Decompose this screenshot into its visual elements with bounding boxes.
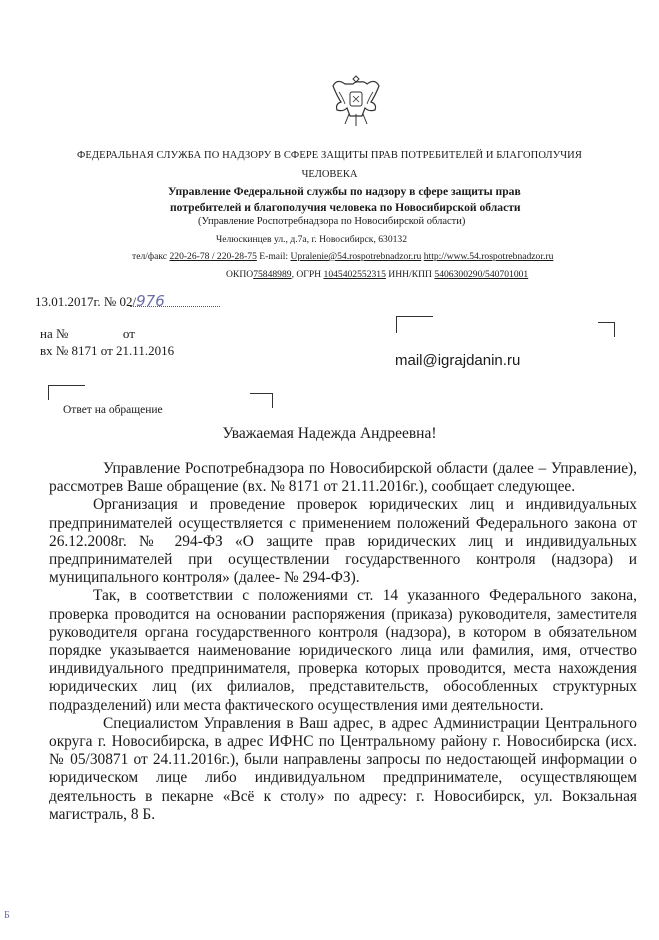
agency-name-line1: ФЕДЕРАЛЬНАЯ СЛУЖБА ПО НАДЗОРУ В СФЕРЕ ЗАЩИТЫ ПРАВ ПОТРЕБИТЕЛЕЙ И БЛАГОПОЛУЧИЯ <box>77 150 582 161</box>
tel-label: тел/факс <box>132 251 168 262</box>
subject-bracket-left <box>48 385 85 400</box>
department-name-line1: Управление Федеральной службы по надзору в сфере защиты прав <box>168 185 521 198</box>
outgoing-date: 13.01.2017г. <box>35 294 101 309</box>
subject-line: Ответ на обращение <box>63 404 163 416</box>
department-name-line2: потребителей и благополучия человека по Новосибирской области <box>170 201 521 214</box>
email-label: E-mail: <box>259 251 289 262</box>
number-underline <box>130 306 220 307</box>
recipient-bracket-left <box>396 316 433 333</box>
registration-codes: ОКПО75848989, ОГРН 1045402552315 ИНН/КПП 5406300290/540701001 <box>226 269 529 280</box>
margin-mark: Б <box>4 910 10 921</box>
ogrn-label: ОГРН <box>296 269 322 280</box>
okpo-label: ОКПО <box>226 269 254 280</box>
incoming-from-label: от <box>122 326 135 341</box>
coat-of-arms-emblem <box>331 70 381 132</box>
tel-number: 220-26-78 / 220-28-75 <box>169 251 257 262</box>
letter-body <box>49 460 637 824</box>
paragraph-2: Организация и проведение проверок юридических лиц и индивидуальных предпринимателей осуществляется с применением положений Федерального закона от 26.12.2008г. № 294-ФЗ «О защите прав юридических лиц и индивидуальных предпринимателей при осуществлении государственного контроля (надзора) и муниципального контроля» (далее- № 294-ФЗ). <box>49 496 637 587</box>
paragraph-3: Так, в соответствии с положениями ст. 14 указанного Федерального закона, проверка проводится на основании распоряжения (приказа) руководителя, заместителя руководителя органа государственного контроля (надзора), в котором в обязательном порядке указывается наименование юридического лица или фамилия, имя, отчество индивидуального предпринимателя, проверка которых проводится, места нахождения юридических лиц (их филиалов, представительств, обособленных структурных подразделений) или места фактического осуществления ими деятельности. <box>49 587 637 714</box>
paragraph-4: Специалистом Управления в Ваш адрес, в адрес Администрации Центрального округа г. Новосибирска, в адрес ИФНС по Центральному району г. Новосибирска (исх. № 05/30871 от 24.11.2016г.), были направлены запросы по недостающей информации о юридическом лице либо индивидуальном предпринимателе, осуществляющем деятельность в пекарне «Всё к столу» по адресу: г. Новосибирск, ул. Вокзальная магистраль, 8 Б. <box>49 714 637 823</box>
inn-label: ИНН/КПП <box>388 269 432 280</box>
subject-bracket-right <box>250 393 273 408</box>
paragraph-1: Управление Роспотребнадзора по Новосибирской области (далее – Управление), рассмотрев Ваше обращение (вх. № 8171 от 21.11.2016г.), сообщает следующее. <box>49 460 637 496</box>
outgoing-reference <box>35 292 165 310</box>
website-link[interactable]: http://www.54.rospotrebnadzor.ru <box>423 251 554 262</box>
recipient-bracket-right <box>598 322 615 337</box>
department-address: Челюскинцев ул., д.7а, г. Новосибирск, 630132 <box>216 234 408 245</box>
incoming-ref-line2: вх № 8171 от 21.11.2016 <box>40 343 175 358</box>
incoming-ref-line1 <box>40 326 135 342</box>
outgoing-number-prefix: № 02/ <box>103 294 137 309</box>
incoming-number-label: на № <box>40 326 69 341</box>
inn-value: 5406300290/540701001 <box>434 269 529 280</box>
department-short-name: (Управление Роспотребнадзора по Новосибирской области) <box>198 216 466 227</box>
okpo-value: 75848989 <box>253 269 292 280</box>
recipient-email: mail@igrajdanin.ru <box>395 352 521 369</box>
agency-name-line2: ЧЕЛОВЕКА <box>301 169 358 180</box>
email-link[interactable]: Upralenie@54.rospotrebnadzor.ru <box>290 251 422 262</box>
contact-line <box>132 251 553 262</box>
salutation: Уважаемая Надежда Андреевна! <box>222 425 437 442</box>
handwritten-number: 976 <box>136 292 165 310</box>
ogrn-value: 1045402552315 <box>323 269 386 280</box>
